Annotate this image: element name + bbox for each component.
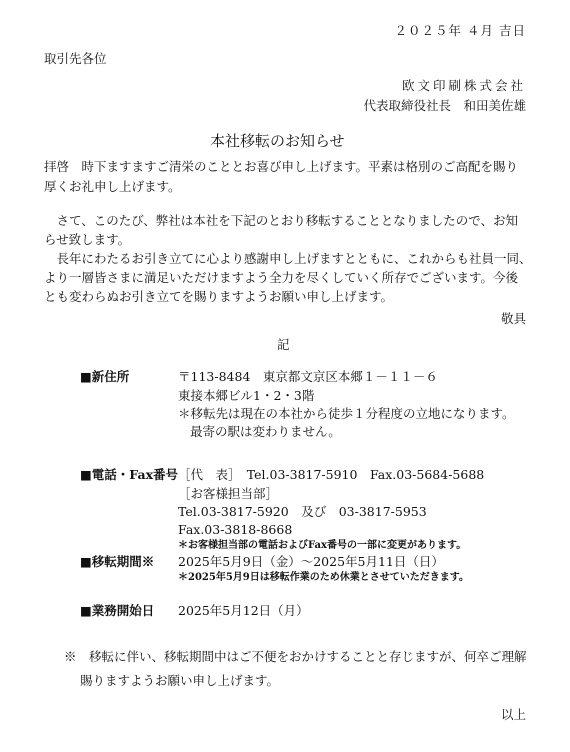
phone-line3: Tel.03-3817-5920 及び 03-3817-5953 bbox=[178, 504, 427, 519]
document-title: 本社移転のお知らせ bbox=[210, 132, 345, 150]
phone-label: ■電話・Fax番号 bbox=[80, 467, 179, 482]
footer-note-line1: ※ 移転に伴い、移転期間中はご不便をおかけすることと存じますが、何卒ご理解 bbox=[64, 649, 527, 664]
letter-date: ２０２５年 ４月 吉日 bbox=[394, 23, 526, 38]
period-value: 2025年5月9日（金）～2025年5月11日（日） bbox=[178, 554, 444, 569]
para1-line1: 拝啓 時下ますますご清栄のこととお喜び申し上げます。平素は格別のご高配を賜り bbox=[44, 159, 519, 174]
company-name: 欧文印刷株式会社 bbox=[401, 78, 526, 93]
phone-line1: ［代 表］ Tel.03-3817-5910 Fax.03-5684-5688 bbox=[178, 467, 485, 482]
address-line1: 〒113-8484 東京都文京区本郷１－１１－６ bbox=[178, 369, 438, 384]
ki-heading: 記 bbox=[277, 337, 290, 352]
phone-line4: Fax.03-3818-8668 bbox=[178, 522, 293, 537]
address-label: ■新住所 bbox=[80, 369, 130, 384]
para2-line2: らせ致します。 bbox=[44, 232, 131, 247]
phone-line2: ［お客様担当部］ bbox=[178, 486, 279, 501]
address-line2: 東接本郷ビル1・2・3階 bbox=[178, 388, 315, 403]
closing-keigu: 敬具 bbox=[500, 311, 526, 326]
start-label: ■業務開始日 bbox=[80, 603, 155, 618]
para3-line1: 長年にわたるお引き立てに心より感謝申し上げますとともに、これからも社員一同、 bbox=[44, 251, 532, 266]
phone-note: ＊お客様担当部の電話およびFax番号の一部に変更があります。 bbox=[178, 540, 467, 551]
para3-line3: とも変わらぬお引き立てを賜りますようお願い申し上げます。 bbox=[44, 289, 394, 304]
start-value: 2025年5月12日（月） bbox=[178, 603, 309, 618]
closing-ijou: 以上 bbox=[500, 707, 526, 722]
footer-note-line2: 賜りますようお願い申し上げます。 bbox=[80, 673, 280, 688]
period-note: ＊2025年5月9日は移転作業のため休業とさせていただきます。 bbox=[178, 572, 469, 583]
para1-line2: 厚くお礼申し上げます。 bbox=[44, 179, 181, 194]
recipient: 取引先各位 bbox=[44, 51, 107, 66]
address-note1: ＊移転先は現在の本社から徒歩１分程度の立地になります。 bbox=[178, 406, 515, 421]
representative: 代表取締役社長 和田美佐雄 bbox=[363, 98, 526, 113]
address-note2: 最寄の駅は変わりません。 bbox=[190, 424, 341, 439]
para3-line2: より一層皆さまに満足いただけますよう全力を尽くしていく所存でございます。今後 bbox=[44, 270, 519, 285]
para2-line1: さて、このたび、弊社は本社を下記のとおり移転することとなりましたので、お知 bbox=[44, 213, 519, 228]
period-label: ■移転期間※ bbox=[80, 554, 155, 569]
